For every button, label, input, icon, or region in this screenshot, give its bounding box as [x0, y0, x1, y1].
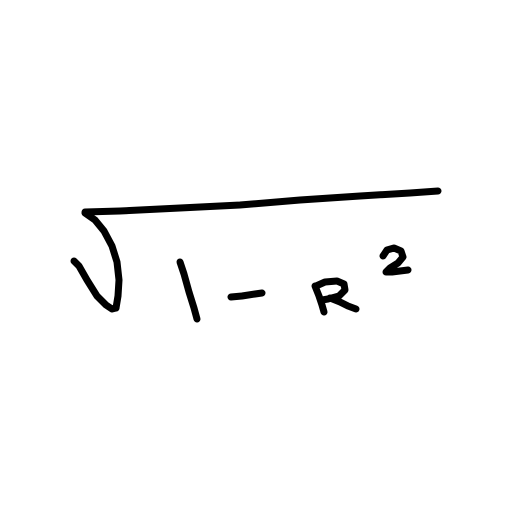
superscript-two-stroke	[383, 248, 408, 272]
minus-sign-stroke	[231, 293, 262, 297]
radical-hook-stroke	[74, 261, 116, 309]
letter-r-leg-stroke	[330, 298, 356, 309]
digit-one-stroke	[180, 262, 197, 319]
radical-overline-stroke	[85, 191, 438, 212]
radical-check-stroke	[85, 213, 119, 308]
